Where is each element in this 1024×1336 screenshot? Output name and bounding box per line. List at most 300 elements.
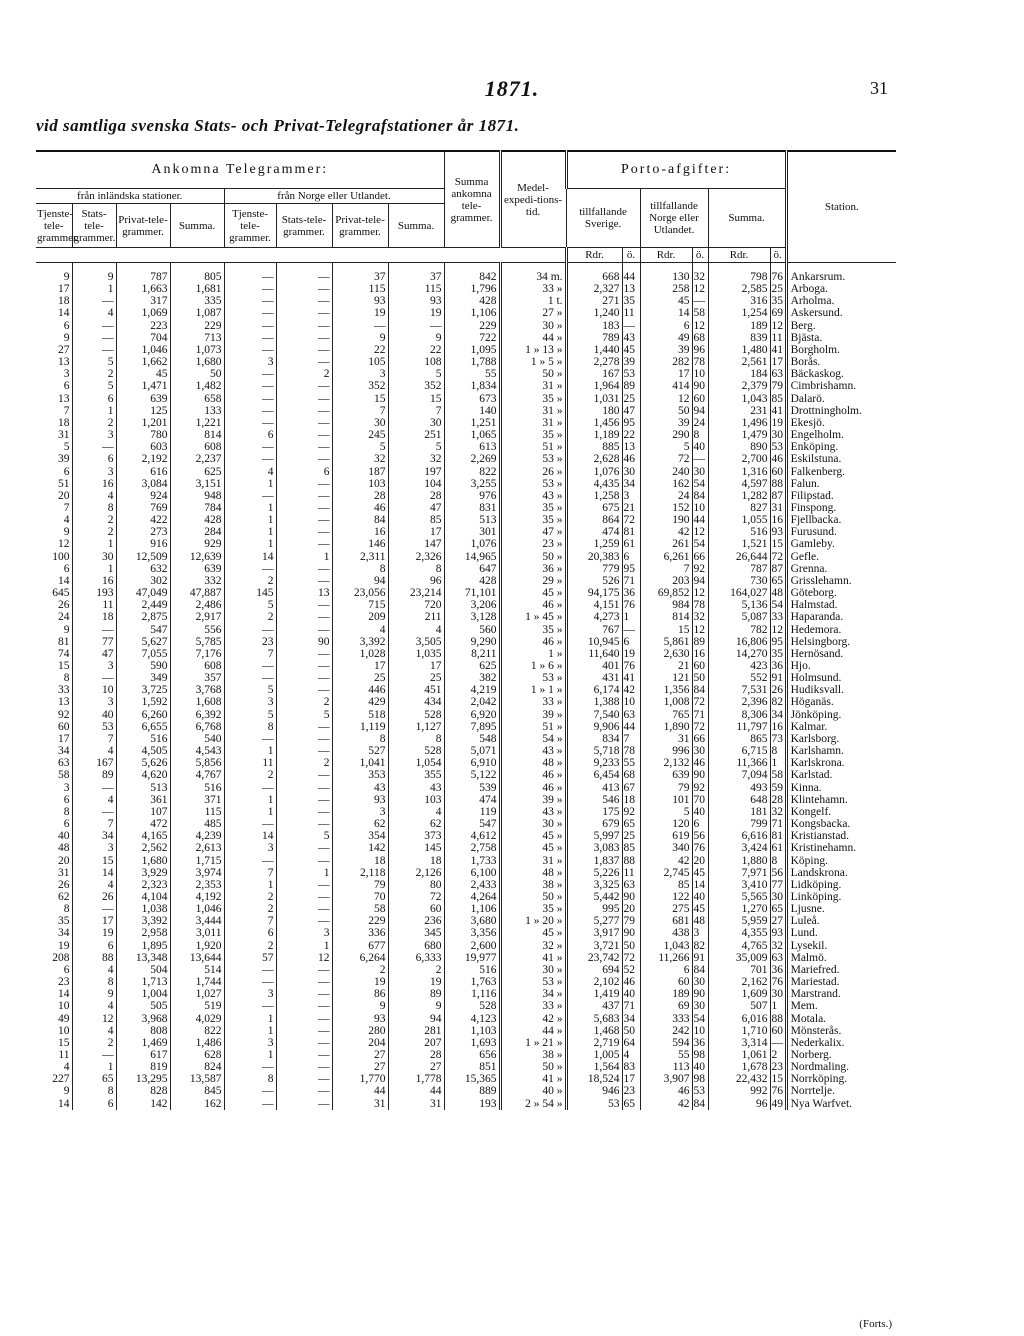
station-name-cell: Mönsterås. [786,1025,896,1037]
table-cell: 38 » [500,879,566,891]
table-cell: — [72,441,116,453]
table-cell: 1,440 [566,344,622,356]
table-cell: 33 » [500,283,566,295]
table-cell: 2 [72,1037,116,1049]
table-cell: 27 » [500,307,566,319]
table-cell: 209 [332,611,388,623]
table-cell: 3,314 [708,1037,770,1049]
table-cell: 1,895 [116,940,170,952]
table-cell: 1,259 [566,538,622,550]
table-cell: 14 [640,307,692,319]
page-number: 31 [870,78,888,98]
table-cell: 625 [444,660,500,672]
table-cell: 851 [444,1061,500,1073]
table-cell: 608 [170,660,224,672]
table-cell: 47,887 [170,587,224,599]
table-cell: 36 [692,1037,708,1049]
table-cell: 30 » [500,320,566,332]
table-cell: 46 [640,1085,692,1097]
table-cell: 3,721 [566,940,622,952]
table-cell: 842 [444,263,500,284]
table-cell: — [224,263,276,284]
table-cell: 32 [332,453,388,465]
table-cell: 103 [388,794,444,806]
table-cell: 302 [116,575,170,587]
station-name-cell: Linköping. [786,891,896,903]
table-cell: 2 [224,769,276,781]
table-cell: 1,680 [170,356,224,368]
table-cell: 992 [708,1085,770,1097]
table-cell: 3 [332,368,388,380]
table-cell: 1,564 [566,1061,622,1073]
table-cell: 30 [770,891,786,903]
table-cell: 2 [332,964,388,976]
table-cell: 1,061 [708,1049,770,1061]
table-cell: — [276,380,332,392]
table-row [36,964,896,976]
table-cell: 28 [332,490,388,502]
table-cell: 88 [770,478,786,490]
table-cell: — [224,283,276,295]
table-cell: 5,565 [708,891,770,903]
table-row [36,769,896,781]
table-cell: 673 [444,393,500,405]
table-cell: 34 [58,927,70,940]
table-cell: 40 [692,806,708,818]
table-cell: 17 [72,915,116,927]
table-cell: 1 » 21 » [500,1037,566,1049]
table-cell: 1 » 13 » [500,344,566,356]
table-cell: 23 [224,636,276,648]
table-cell: 63 [622,879,640,891]
table-cell: 2,758 [444,842,500,854]
table-cell: 1,046 [170,903,224,915]
table-cell: 69,852 [640,587,692,599]
table-cell: 2 [276,696,332,708]
table-cell: 4,620 [116,769,170,781]
table-cell: 20,383 [566,551,622,563]
table-cell: 352 [332,380,388,392]
table-cell: 3,968 [116,1013,170,1025]
table-cell: 4 [332,624,388,636]
table-cell: 87 [770,490,786,502]
table-cell: 546 [566,794,622,806]
table-row [36,320,896,332]
table-cell: — [276,405,332,417]
table-cell: 6,260 [116,709,170,721]
table-cell: 28 [388,1049,444,1061]
table-cell: 648 [708,794,770,806]
station-name-cell: Bäckaskog. [786,368,896,380]
table-cell: 516 [170,782,224,794]
table-cell: 31 [388,1098,444,1110]
table-row [36,514,896,526]
table-cell: 79 [332,879,388,891]
table-cell: 63 [622,709,640,721]
table-cell: 35 [622,295,640,307]
table-cell: 69 [640,1000,692,1012]
table-cell: 76 [770,263,786,284]
table-cell: 56 [692,830,708,842]
table-cell: 814 [640,611,692,623]
table-cell: 50 » [500,551,566,563]
table-cell: 72 [640,453,692,465]
table-cell: 20 [692,855,708,867]
table-cell: — [276,1025,332,1037]
table-cell: 428 [444,295,500,307]
table-cell: 25 [770,283,786,295]
table-cell: 48 [692,915,708,927]
table-cell: 7 [332,405,388,417]
table-cell: 3 [224,842,276,854]
table-cell: 93 [770,927,786,939]
table-cell: 42 [640,1098,692,1110]
table-cell: 46 [332,502,388,514]
table-cell: 8 [388,563,444,575]
table-cell: 43 » [500,806,566,818]
table-cell: — [276,599,332,611]
table-cell: 3,768 [170,684,224,696]
table-cell: 6,655 [116,721,170,733]
table-cell: 3 [224,696,276,708]
table-cell: 44 [332,1085,388,1097]
table-cell: 30 [72,551,116,563]
table-cell: 5,683 [566,1013,622,1025]
table-cell: 90 [692,769,708,781]
table-cell: 14 [58,988,70,1001]
table-cell: 4,219 [444,684,500,696]
table-row [36,332,896,344]
table-cell: 35,009 [708,952,770,964]
table-cell: 808 [116,1025,170,1037]
table-cell: 1 [224,1025,276,1037]
table-cell: 19 [332,307,388,319]
table-cell: 240 [640,466,692,478]
table-cell: 162 [170,1098,224,1110]
table-cell: — [72,295,116,307]
table-cell: 6,920 [444,709,500,721]
table-cell: 2,379 [708,380,770,392]
table-cell: 108 [388,356,444,368]
table-cell: 4,192 [170,891,224,903]
table-row [36,368,896,380]
table-cell: 62 [332,818,388,830]
table-cell: 3,356 [444,927,500,939]
table-cell: 12,509 [116,551,170,563]
table-cell: 1,046 [116,344,170,356]
table-cell: 13,348 [116,952,170,964]
table-cell: 43 [332,782,388,794]
table-cell: 36 [622,587,640,599]
table-cell: 30 [770,429,786,441]
station-name-cell: Furusund. [786,526,896,538]
table-cell: 65 [622,818,640,830]
table-cell: — [276,1000,332,1012]
table-cell: 38 » [500,1049,566,1061]
table-cell: 7 [224,867,276,879]
station-name-cell: Ekesjö. [786,417,896,429]
table-cell: — [224,307,276,319]
table-row [36,879,896,891]
table-cell: 46 » [500,769,566,781]
table-cell: 31 [770,502,786,514]
table-cell: 658 [170,393,224,405]
table-cell: 2,326 [388,551,444,563]
table-cell: 1,027 [170,988,224,1000]
table-cell: 284 [170,526,224,538]
table-cell: 31 [640,733,692,745]
table-cell: 819 [116,1061,170,1073]
table-cell: 885 [566,441,622,453]
table-cell: — [276,490,332,502]
table-cell: 92 [692,782,708,794]
table-row [36,1098,896,1110]
table-cell: 2,042 [444,696,500,708]
table-row [36,1073,896,1085]
table-cell: 8 [770,745,786,757]
table-cell: — [224,368,276,380]
table-cell: 49 [58,1012,70,1025]
table-cell: 167 [72,757,116,769]
table-cell: 52 [622,964,640,976]
table-cell: 1,609 [708,988,770,1000]
table-cell: — [224,1000,276,1012]
table-cell: 18 [58,416,70,429]
table-cell: 35 » [500,429,566,441]
table-cell: 1,796 [444,283,500,295]
table-cell: 353 [332,769,388,781]
table-cell: 514 [170,964,224,976]
table-cell: 656 [444,1049,500,1061]
table-cell: 58 [58,769,70,782]
table-cell: 3 [332,806,388,818]
table-cell: 1,479 [708,429,770,441]
table-cell: 1 » 45 » [500,611,566,623]
station-name-cell: Dalarö. [786,393,896,405]
table-cell: 7 [224,915,276,927]
station-name-cell: Grenna. [786,563,896,575]
table-row [36,1061,896,1073]
table-cell: 1,608 [170,696,224,708]
table-cell: 76 [770,976,786,988]
table-cell: 181 [708,806,770,818]
table-cell: — [276,417,332,429]
table-cell: 504 [116,964,170,976]
table-cell: 30 [622,466,640,478]
table-cell: 1,095 [444,344,500,356]
table-cell: 211 [388,611,444,623]
table-cell: 50 [622,1025,640,1037]
table-cell: 184 [708,368,770,380]
table-cell: 37 [388,263,444,284]
table-cell: 548 [444,733,500,745]
table-cell: 70 [332,891,388,903]
table-cell: — [276,453,332,465]
table-cell: 1,496 [708,417,770,429]
table-cell: 107 [116,806,170,818]
table-cell: 145 [224,587,276,599]
table-row [36,952,896,964]
table-cell: 81 [770,830,786,842]
table-row [36,490,896,502]
table-cell: — [224,453,276,465]
table-row [36,976,896,988]
table-cell: 3 [72,660,116,672]
table-cell: 58 [770,769,786,781]
table-cell: 72 [622,514,640,526]
table-cell: 4 [388,624,444,636]
table-cell: 47 » [500,526,566,538]
table-cell: — [276,855,332,867]
table-cell: 58 [332,903,388,915]
table-cell: 7 [72,733,116,745]
table-cell: 30 [692,976,708,988]
table-row [36,417,896,429]
table-row [36,915,896,927]
table-cell: 34 [622,1013,640,1025]
table-cell: 42 » [500,1013,566,1025]
table-cell: 242 [640,1025,692,1037]
table-cell: 603 [116,441,170,453]
table-cell: 1,240 [566,307,622,319]
table-row [36,830,896,842]
table-cell: 2,875 [116,611,170,623]
table-cell: 645 [52,587,70,600]
table-cell: 7 [622,733,640,745]
station-name-cell: Hjo. [786,660,896,672]
table-cell: 5,136 [708,599,770,611]
table-cell: 3,255 [444,478,500,490]
table-cell: 1,282 [708,490,770,502]
table-cell: 1 [72,283,116,295]
table-cell: 2,700 [708,453,770,465]
table-cell: 6,333 [388,952,444,964]
table-cell: 167 [566,368,622,380]
table-row [36,940,896,952]
table-cell: 11,797 [708,721,770,733]
table-cell: 2,433 [444,879,500,891]
table-cell: 30 [332,417,388,429]
table-row [36,526,896,538]
table-cell: 90 [692,988,708,1000]
table-cell: 720 [388,599,444,611]
station-name-cell: Ljusne. [786,903,896,915]
table-cell: 133 [170,405,224,417]
table-cell: 273 [116,526,170,538]
table-cell: 2 » 54 » [500,1098,566,1110]
table-cell: 5 [388,368,444,380]
table-cell: 617 [116,1049,170,1061]
table-cell: 560 [444,624,500,636]
table-cell: 65 [770,903,786,915]
table-cell: 6 [63,963,70,976]
table-cell: 15 [770,538,786,550]
table-cell: 35 [58,915,70,928]
table-cell: 18 [388,855,444,867]
station-name-cell: Kalmar. [786,721,896,733]
table-cell: 227 [52,1073,70,1086]
table-cell: 14 [58,574,70,587]
table-cell: 189 [708,320,770,332]
table-cell: 423 [708,660,770,672]
table-cell: 6 [63,380,70,393]
table-cell: 24 [58,611,70,624]
table-cell: 63 [58,757,70,770]
table-cell: 1,733 [444,855,500,867]
station-name-cell: Hernösand. [786,648,896,660]
table-cell: 1 [276,551,332,563]
table-cell: 12 [692,283,708,295]
table-cell: 680 [388,940,444,952]
table-cell: 36 [770,964,786,976]
table-cell: 46 [770,453,786,465]
table-cell: 2 [770,1049,786,1061]
table-cell: 81 [622,526,640,538]
table-cell: 784 [170,502,224,514]
table-cell: 2 [276,368,332,380]
table-cell: 96 [388,575,444,587]
table-cell: 3,011 [170,927,224,939]
table-cell: 6 [63,562,70,575]
table-cell: 19 [332,976,388,988]
table-cell: 2 [72,417,116,429]
table-cell: 19 [388,976,444,988]
table-cell: 30 » [500,964,566,976]
table-cell: 948 [170,490,224,502]
table-cell: 27 [770,915,786,927]
table-cell: 4,612 [444,830,500,842]
ore-header-3: ö. [770,248,786,263]
table-cell: — [72,624,116,636]
table-cell: 639 [170,563,224,575]
station-name-cell: Berg. [786,320,896,332]
table-cell: — [276,283,332,295]
table-cell: — [276,563,332,575]
table-cell: 5 [224,599,276,611]
table-cell: 6,016 [708,1013,770,1025]
table-cell: 121 [640,672,692,684]
table-cell: 340 [640,842,692,854]
table-cell: 2 [388,964,444,976]
table-cell: 6 [63,793,70,806]
table-cell: 1,678 [708,1061,770,1073]
table-cell: — [276,263,332,284]
table-cell: 11,366 [708,757,770,769]
table-cell: 63 [770,952,786,964]
table-cell: 1 t. [500,295,566,307]
table-cell: 79 [770,380,786,392]
table-cell: 78 [622,745,640,757]
table-cell: 814 [170,429,224,441]
table-cell: 60 [58,720,70,733]
table-cell: 57 [224,952,276,964]
table-cell: 17 [622,1073,640,1085]
table-row [36,263,896,284]
table-cell: 30 [770,988,786,1000]
table-row [36,283,896,295]
table-cell: 13,644 [170,952,224,964]
table-cell: 20 [58,854,70,867]
table-cell: — [224,490,276,502]
table-cell: 44 [388,1085,444,1097]
table-cell: 14,270 [708,648,770,660]
table-cell: 15 [72,855,116,867]
table-cell: 1 [276,867,332,879]
table-cell: 16 [332,526,388,538]
table-cell: 33 [58,684,70,697]
table-cell: 996 [640,745,692,757]
table-cell: 189 [640,988,692,1000]
